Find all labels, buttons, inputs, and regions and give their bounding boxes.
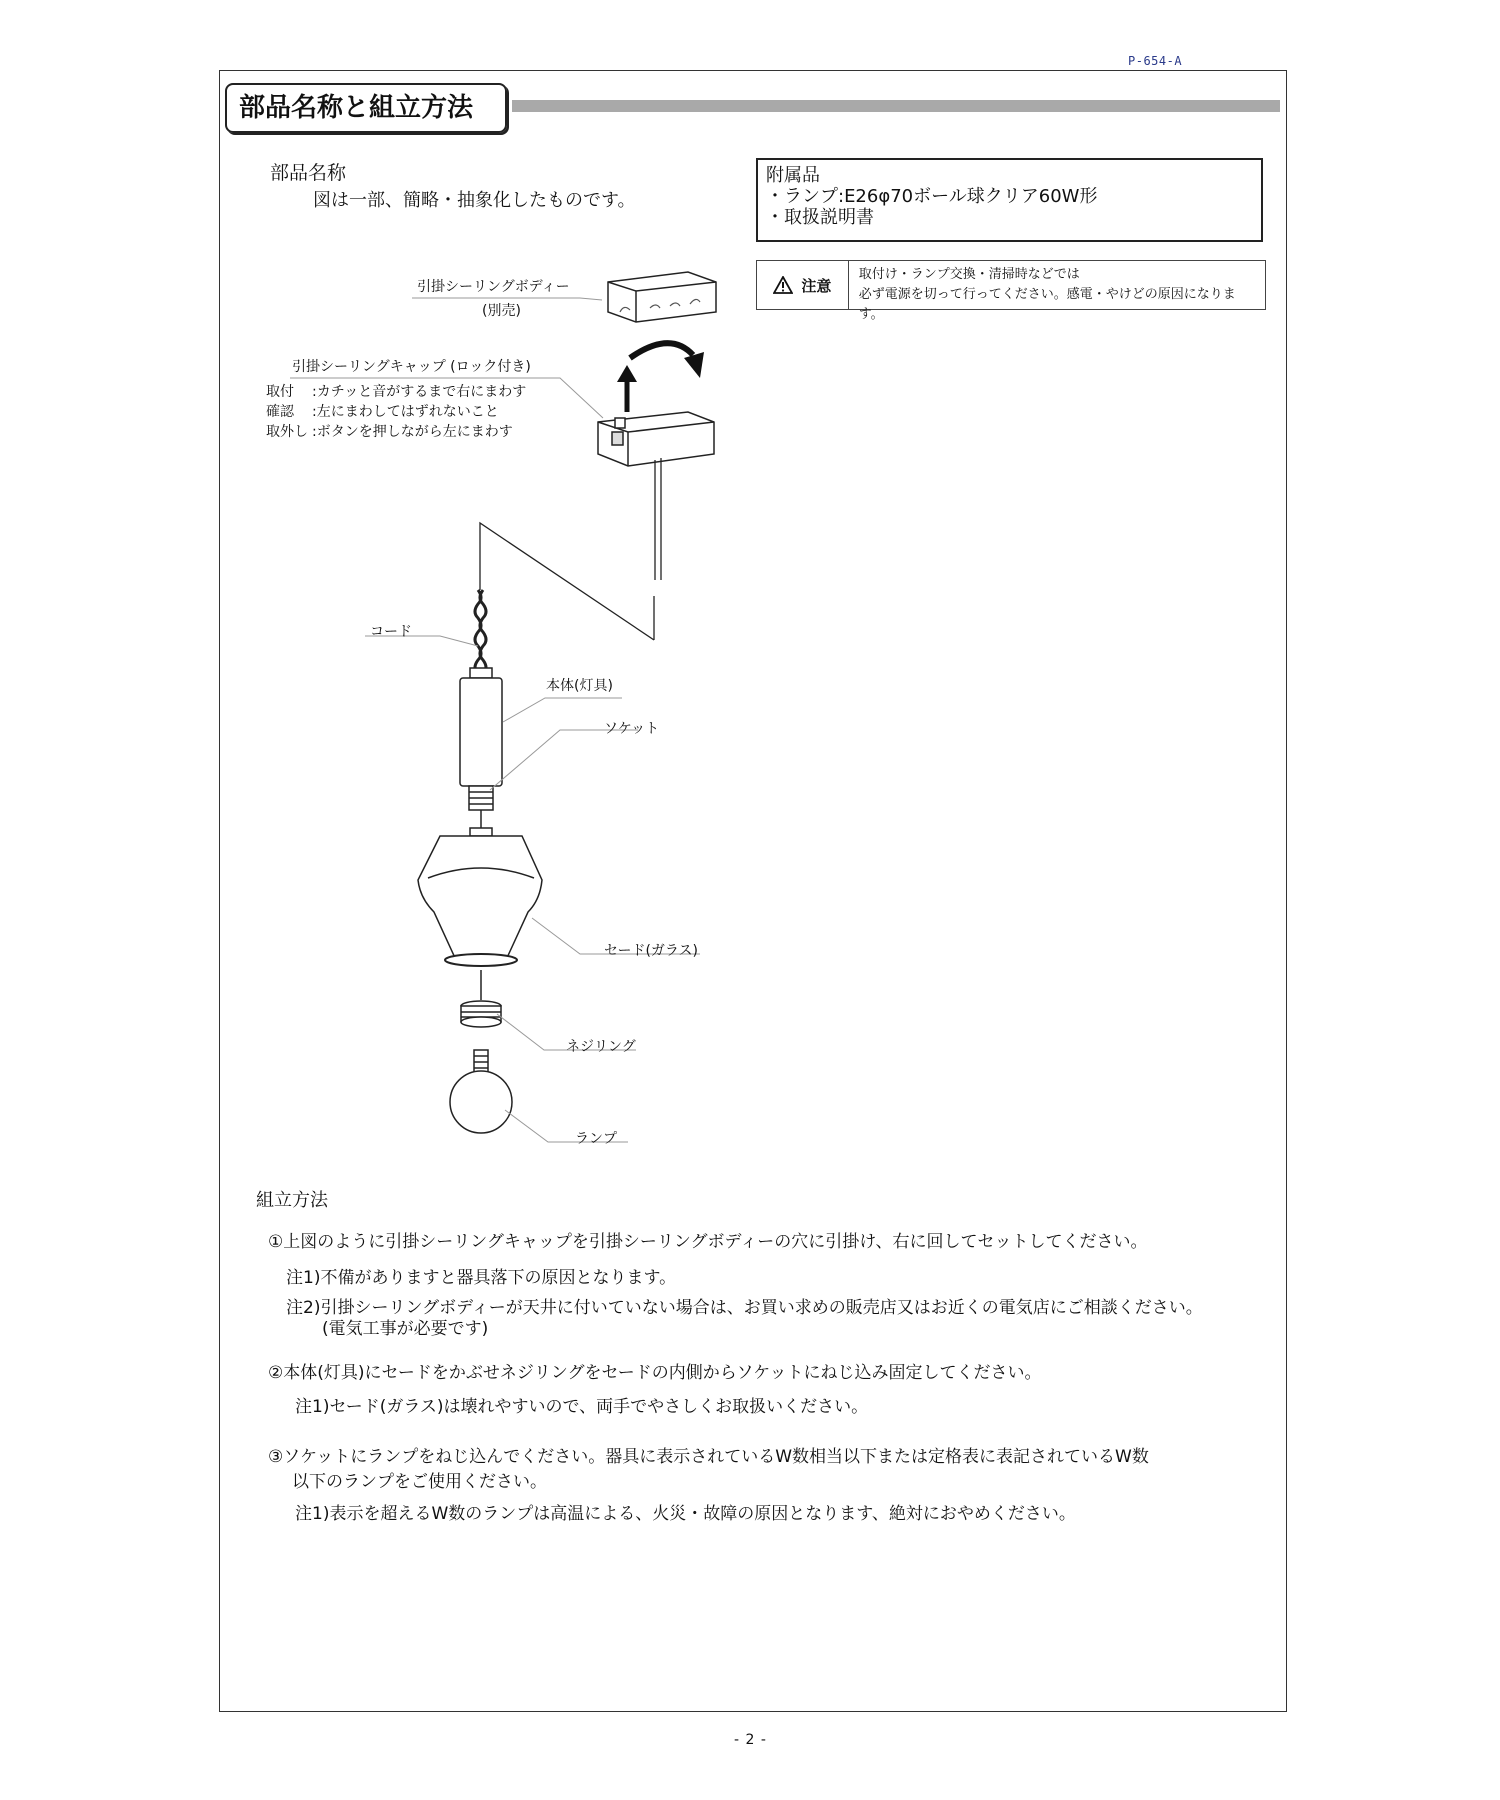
- label-body: 本体(灯具): [546, 678, 613, 694]
- assembly-step: ①上図のように引掛シーリングキャップを引掛シーリングボディーの穴に引掛け、右に回してセットしてください。: [268, 1232, 1148, 1252]
- ceiling-body-drawing: [608, 272, 716, 322]
- label-ceiling-cap: 引掛シーリングキャップ (ロック付き): [292, 359, 531, 375]
- assembly-note: 注1)表示を超えるW数のランプは高温による、火災・故障の原因となります、絶対におやめください。: [295, 1504, 1076, 1524]
- label-shade: セード(ガラス): [604, 943, 698, 959]
- cap-instruction-text: :ボタンを押しながら左にまわす: [312, 424, 513, 440]
- accessories-heading: 附属品: [766, 165, 820, 186]
- page-number: - 2 -: [734, 1732, 767, 1748]
- label-screw-ring: ネジリング: [566, 1039, 636, 1055]
- shade-drawing: [418, 828, 542, 966]
- cap-instructions: [266, 382, 526, 442]
- label-ceiling-body: 引掛シーリングボディー: [417, 279, 570, 295]
- cap-instruction-key: 確認: [266, 404, 294, 420]
- cap-instruction-text: :カチッと音がするまで右にまわす: [312, 384, 527, 400]
- rotate-arrow-drawing: [630, 343, 693, 358]
- accessory-item: ・ランプ:E26φ70ボール球クリア60W形: [766, 186, 1098, 207]
- assembly-heading: 組立方法: [256, 1190, 328, 1211]
- assembly-step: ③ソケットにランプをねじ込んでください。器具に表示されているW数相当以下または定格表に表記されているW数: [268, 1447, 1149, 1467]
- assembly-note: 注1)セード(ガラス)は壊れやすいので、両手でやさしくお取扱いください。: [295, 1397, 869, 1417]
- assembly-note: (電気工事が必要です): [322, 1319, 489, 1339]
- assembly-step-cont: 以下のランプをご使用ください。: [292, 1472, 547, 1492]
- accessory-item: ・取扱説明書: [766, 207, 874, 228]
- parts-heading: 部品名称: [270, 162, 347, 184]
- page-title: 部品名称と組立方法: [225, 83, 507, 133]
- cord-drawing: [475, 458, 661, 688]
- assembly-step: ②本体(灯具)にセードをかぶせネジリングをセードの内側からソケットにねじ込み固定してください。: [268, 1363, 1042, 1383]
- body-drawing: [460, 668, 502, 828]
- lamp-drawing: [450, 1050, 512, 1133]
- screw-ring-drawing: [461, 970, 501, 1027]
- assembly-note: 注2)引掛シーリングボディーが天井に付いていない場合は、お買い求めの販売店又はお近くの電気店にご相談ください。: [286, 1298, 1203, 1318]
- cap-instruction-key: 取外し: [266, 424, 308, 440]
- caution-line: 必ず電源を切って行ってください。感電・やけどの原因になります。: [858, 287, 1236, 322]
- label-socket: ソケット: [604, 721, 660, 737]
- caution-label: 注意: [801, 276, 832, 295]
- caution-line: 取付け・ランプ交換・清掃時などでは: [858, 267, 1080, 282]
- parts-note: 図は一部、簡略・抽象化したものです。: [313, 190, 636, 211]
- label-ceiling-body-sub: (別売): [482, 303, 521, 319]
- label-lamp: ランプ: [575, 1131, 617, 1147]
- ceiling-cap-drawing: [598, 412, 714, 466]
- label-cord: コード: [370, 624, 412, 640]
- cap-instruction-text: :左にまわしてはずれないこと: [312, 404, 499, 420]
- assembly-note: 注1)不備がありますと器具落下の原因となります。: [286, 1268, 677, 1288]
- document-id: P-654-A: [1128, 54, 1183, 68]
- cap-instruction-key: 取付: [266, 384, 294, 400]
